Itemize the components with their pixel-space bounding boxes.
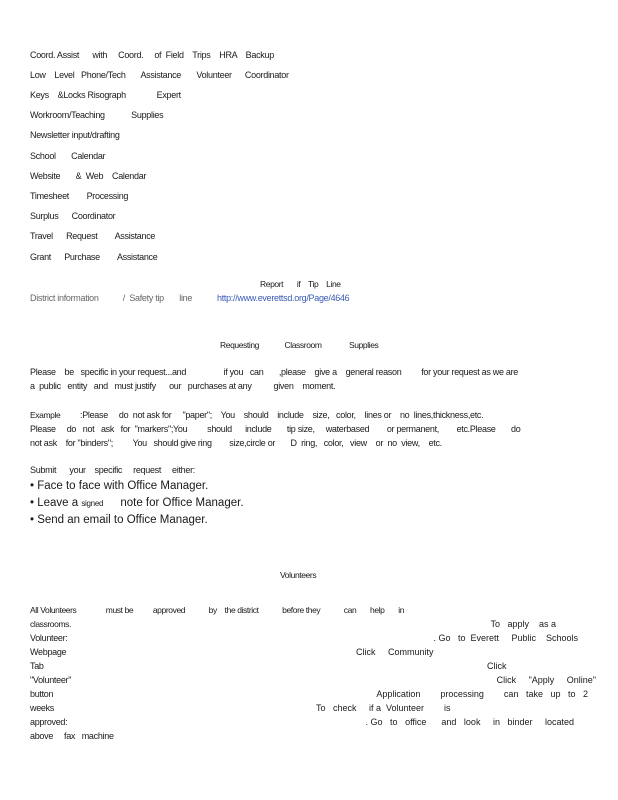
volunteers-right-text: . Go to office and look in binder located <box>365 717 574 727</box>
volunteers-left-word: Volunteer: <box>30 633 68 643</box>
duty-item: Keys &Locks Risograph Expert <box>30 90 181 100</box>
supplies-paragraph-line: Please be specific in your request...and if you can ,please give a general reason for your request as we are <box>30 367 518 377</box>
bullet-leave-note-rest: note for Office Manager. <box>120 497 244 509</box>
volunteers-right-text: Application processing can take up to 2 <box>376 689 588 699</box>
volunteers-left-word: Webpage <box>30 647 67 657</box>
volunteers-left-word: "Volunteer" <box>30 675 72 685</box>
volunteers-right-text: To check if a Volunteer is <box>316 703 451 713</box>
volunteers-left-word: above fax machine <box>30 731 114 741</box>
example-line: Please do not ask for "markers";You should include tip size, waterbased or permanent, etc.Please do <box>30 424 521 434</box>
bullet-leave-note-part: • Leave a <box>30 497 79 509</box>
bullet-face-to-face: • Face to face with Office Manager. <box>30 480 209 492</box>
volunteers-right-text: To apply as a <box>490 619 556 629</box>
report-tip-line-heading: Report if Tip Line <box>260 279 341 289</box>
volunteers-heading: Volunteers <box>280 570 317 580</box>
duty-item: Newsletter input/drafting <box>30 130 120 140</box>
duty-item: Website & Web Calendar <box>30 171 147 181</box>
volunteers-right-text: Click Community <box>356 647 434 657</box>
volunteers-left-word: classrooms. <box>30 619 71 629</box>
example-label: Example <box>30 410 61 420</box>
submit-instructions: Submit your specific request either: <box>30 465 195 475</box>
safety-tip-link[interactable]: http://www.everettsd.org/Page/4646 <box>217 293 350 303</box>
volunteers-left-word: approved: <box>30 717 68 727</box>
volunteers-left-word: Tab <box>30 661 44 671</box>
duty-item: Low Level Phone/Tech Assistance Volunteer Coordinator <box>30 70 289 80</box>
duty-item: Grant Purchase Assistance <box>30 252 158 262</box>
volunteers-line: All Volunteers must be approved by the district before they can help in <box>30 605 405 615</box>
example-line: :Please do not ask for "paper"; You should include size, color, lines or no lines,thickness,etc. <box>80 410 484 420</box>
supplies-heading: Requesting Classroom Supplies <box>220 340 379 350</box>
bullet-leave-note <box>30 497 244 509</box>
volunteers-right-text: . Go to Everett Public Schools <box>433 633 578 643</box>
duty-item: Travel Request Assistance <box>30 231 156 241</box>
district-safety-tip-label: District information / Safety tip line <box>30 293 193 303</box>
duty-item: Surplus Coordinator <box>30 211 116 221</box>
volunteers-right-text: Click <box>487 661 507 671</box>
duty-item: Coord. Assist with Coord. of Field Trips HRA Backup <box>30 50 274 60</box>
duty-item: School Calendar <box>30 151 106 161</box>
volunteers-left-word: weeks <box>30 703 55 713</box>
volunteers-right-text: Click "Apply Online" <box>496 675 596 685</box>
supplies-paragraph-line: a public entity and must justify our purchases at any given moment. <box>30 381 336 391</box>
duty-item: Timesheet Processing <box>30 191 129 201</box>
bullet-send-email: • Send an email to Office Manager. <box>30 514 208 526</box>
example-line: not ask for "binders"; You should give ring size,circle or D ring, color, view or no view, etc. <box>30 438 442 448</box>
bullet-leave-note-signed: signed <box>81 499 104 508</box>
volunteers-left-word: button <box>30 689 54 699</box>
duty-item: Workroom/Teaching Supplies <box>30 110 164 120</box>
